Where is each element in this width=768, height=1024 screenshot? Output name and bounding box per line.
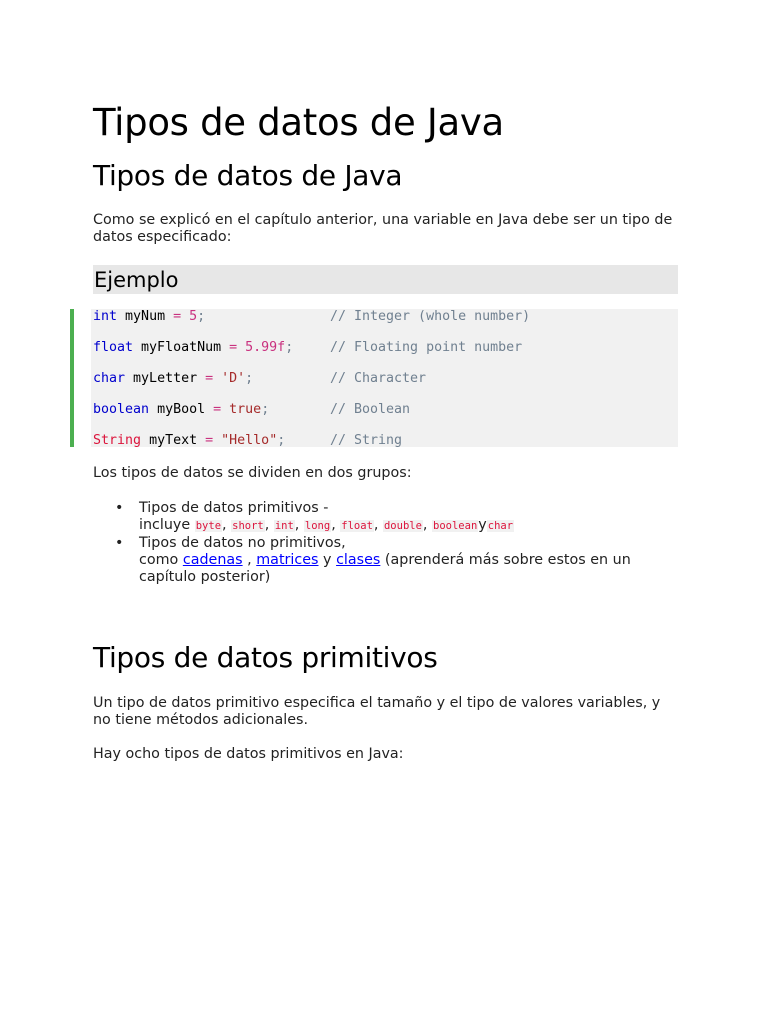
code-comment: // String xyxy=(330,433,403,448)
list-item-text: Tipos de datos no primitivos, xyxy=(139,535,346,551)
intro-paragraph: Como se explicó en el capítulo anterior, una variable en Java debe ser un tipo de datos especificado: xyxy=(93,212,673,245)
link-classes[interactable]: clases xyxy=(336,552,381,568)
code-semicolon: ; xyxy=(285,340,294,355)
code-line-float xyxy=(93,340,523,355)
code-keyword: byte xyxy=(195,520,222,532)
data-types-list xyxy=(93,500,678,586)
list-item-primitive: • Tipos de datos primitivos - incluye byte, short, int, long, float, double, booleanychar xyxy=(115,500,514,533)
code-comment: // Character xyxy=(330,371,427,386)
groups-paragraph: Los tipos de datos se dividen en dos grupos: xyxy=(93,465,412,481)
code-type: int xyxy=(93,309,118,324)
code-operator: = xyxy=(213,402,222,417)
bullet-icon: • xyxy=(115,500,124,516)
code-keyword: short xyxy=(232,520,264,532)
list-item-tail: (aprenderá más sobre estos en un capítulo posterior) xyxy=(139,552,631,585)
code-line-int xyxy=(93,309,531,324)
code-line-char xyxy=(93,371,427,386)
code-comment: // Floating point number xyxy=(330,340,523,355)
code-operator: = xyxy=(229,340,238,355)
code-semicolon: ; xyxy=(245,371,254,386)
bullet-icon: • xyxy=(115,535,124,551)
list-item-text: Tipos de datos primitivos - xyxy=(139,500,329,516)
code-keyword: char xyxy=(487,520,514,532)
code-operator: = xyxy=(205,433,214,448)
primitive-count-paragraph: Hay ocho tipos de datos primitivos en Java: xyxy=(93,746,404,762)
link-arrays[interactable]: matrices xyxy=(256,552,319,568)
code-keyword: float xyxy=(341,520,373,532)
code-value: 5 xyxy=(189,309,198,324)
code-comment: // Integer (whole number) xyxy=(330,309,531,324)
code-value: 5.99f xyxy=(245,340,286,355)
list-item-and: y xyxy=(478,517,487,533)
link-strings[interactable]: cadenas xyxy=(182,552,243,568)
code-operator: = xyxy=(205,371,214,386)
code-variable: myLetter xyxy=(133,371,198,386)
code-accent-bar xyxy=(70,309,74,447)
code-operator: = xyxy=(173,309,182,324)
code-variable: myBool xyxy=(157,402,206,417)
code-type: boolean xyxy=(93,402,150,417)
code-type: char xyxy=(93,371,126,386)
code-line-string xyxy=(93,433,403,448)
code-block xyxy=(91,309,678,447)
code-variable: myText xyxy=(149,433,198,448)
code-variable: myNum xyxy=(125,309,166,324)
primitive-heading: Tipos de datos primitivos xyxy=(93,641,438,674)
code-keyword: long xyxy=(304,520,331,532)
example-header xyxy=(93,265,678,294)
primitive-paragraph: Un tipo de datos primitivo especifica el tamaño y el tipo de valores variables, y no tiene métodos adicionales. xyxy=(93,695,661,728)
code-keyword: int xyxy=(274,520,294,532)
code-value: "Hello" xyxy=(221,433,278,448)
code-comment: // Boolean xyxy=(330,402,411,417)
list-item-y: y xyxy=(323,552,332,568)
page-title: Tipos de datos de Java xyxy=(93,101,504,144)
code-value: 'D' xyxy=(221,371,246,386)
code-semicolon: ; xyxy=(261,402,270,417)
list-item-non-primitive: • Tipos de datos no primitivos, como cadenas , matrices y clases (aprenderá más sobre estos en un capítulo posterior) xyxy=(115,535,631,585)
intro-heading: Tipos de datos de Java xyxy=(93,159,403,192)
code-semicolon: ; xyxy=(277,433,286,448)
code-line-boolean xyxy=(93,402,411,417)
code-keyword: boolean xyxy=(433,520,478,532)
list-item-como: como xyxy=(139,552,179,568)
code-variable: myFloatNum xyxy=(141,340,222,355)
code-semicolon: ; xyxy=(197,309,206,324)
list-item-includes: incluye xyxy=(139,517,191,533)
example-title: Ejemplo xyxy=(94,268,179,292)
code-type: String xyxy=(93,433,142,448)
code-type: float xyxy=(93,340,134,355)
code-value: true xyxy=(229,402,262,417)
code-keyword: double xyxy=(383,520,422,532)
